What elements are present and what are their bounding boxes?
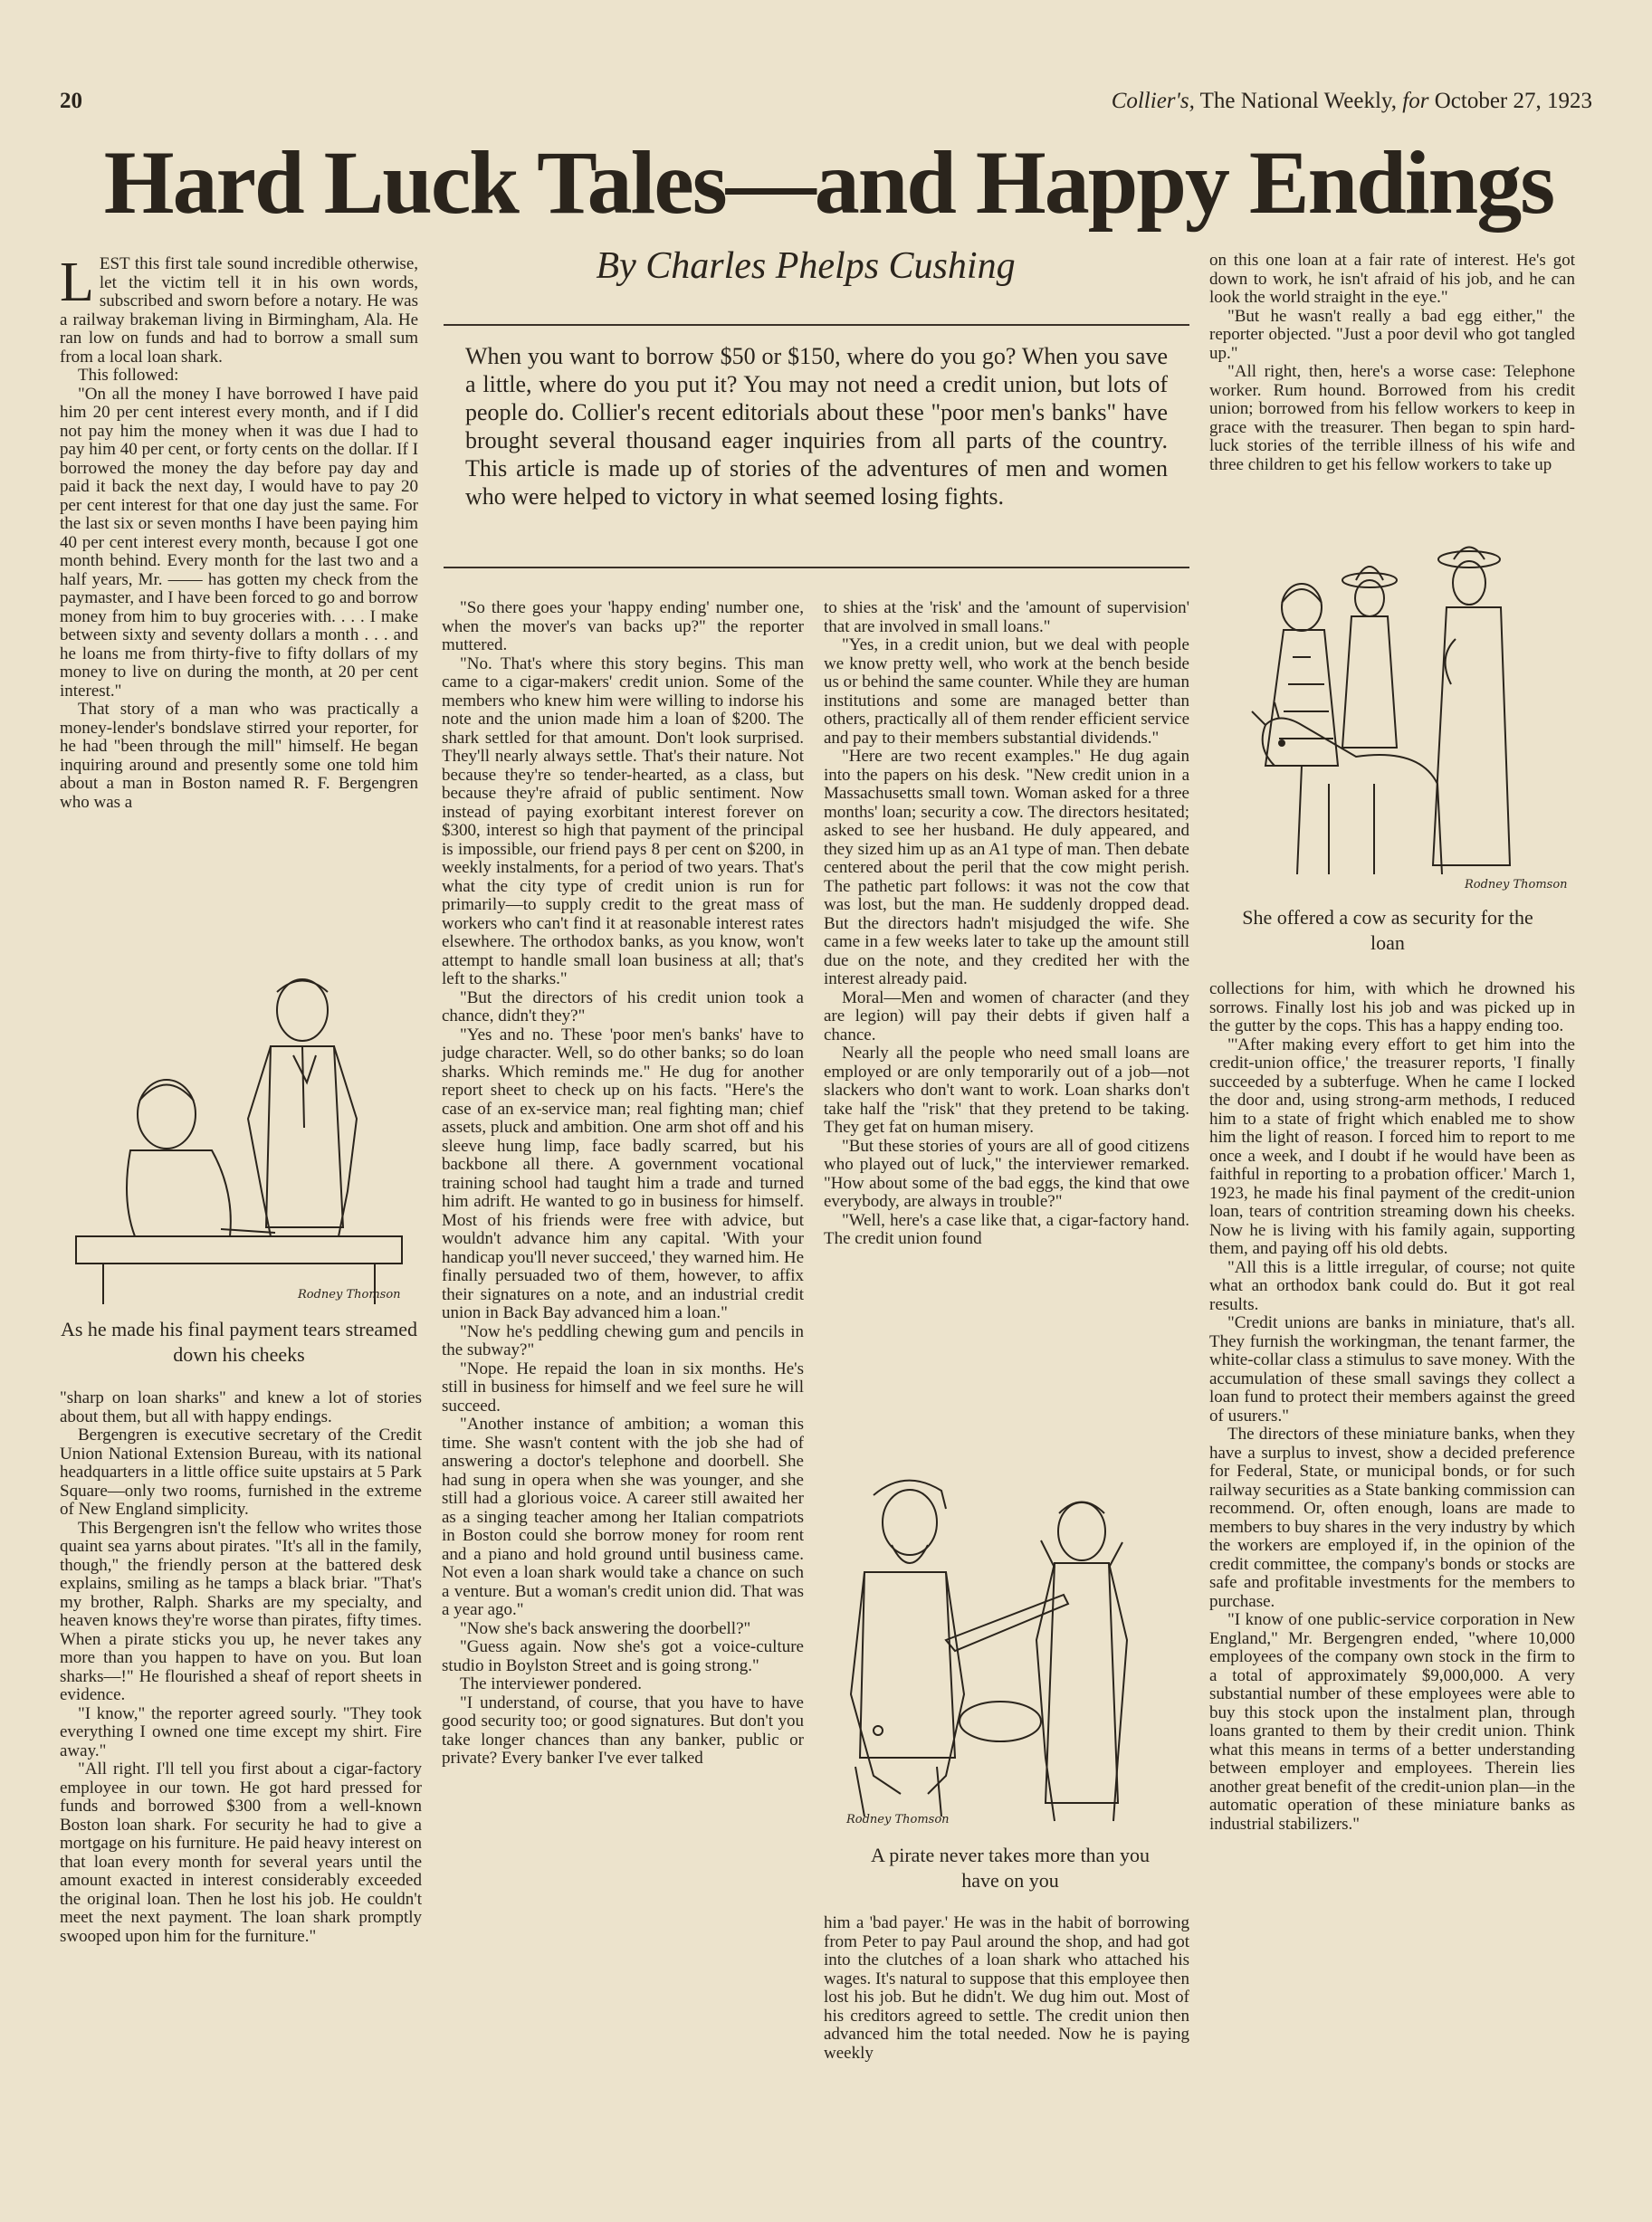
paragraph <box>442 1323 804 1360</box>
column-4-bottom <box>1209 980 1575 2186</box>
column-4-top <box>1209 252 1575 523</box>
paragraph <box>60 1705 422 1761</box>
artist-signature-cow: Rodney Thomson <box>1465 878 1568 892</box>
tears-drawing <box>67 965 411 1307</box>
paragraph <box>60 367 418 386</box>
paragraph <box>442 1694 804 1769</box>
paragraph-text: The interviewer pondered. <box>460 1674 642 1693</box>
paragraph <box>442 1360 804 1416</box>
paragraph <box>1209 252 1575 308</box>
paragraph <box>1209 1426 1575 1611</box>
paragraph <box>60 1520 422 1705</box>
paragraph <box>824 748 1189 989</box>
column-2 <box>442 599 804 2187</box>
paragraph-text: "Guess again. Now she's got a voice-culture studio in Boylston Street and is going strong." <box>442 1637 804 1675</box>
caption-tears: As he made his final payment tears streamed down his cheeks <box>60 1318 418 1366</box>
illustration-tears <box>67 965 411 1307</box>
paragraph <box>442 1620 804 1639</box>
paragraph-text: "I understand, of course, that you have to have good security too; or good signatures. But don't you take longer chances than any banker, public or private? Every banker I've ever talked <box>442 1693 804 1768</box>
paragraph <box>824 636 1189 748</box>
running-head <box>1112 89 1592 114</box>
paragraph <box>60 386 418 701</box>
paragraph-text: "But he wasn't really a bad egg either," the reporter objected. "Just a poor devil who got tangled up." <box>1209 306 1575 363</box>
paragraph-text: "Yes and no. These 'poor men's banks' have to judge character. Well, so do other banks; so do loan sharks. Which reminds me." He dug for another report sheet to check up on his facts. "Here's the case of an ex-service man; real fighting man; chief assets, pluck and ambition. One arm shot off and his sleeve hung limp, face badly scarred, but his backbone all there. A government vocational training school had taught him a trade and turned him adrift. He wanted to go in business for himself. Most of his friends were free with advice, but wouldn't advance him any capital. 'With your handicap you'll never succeed,' they warned him. He finally persuaded two of them, however, to affix their signatures on a note, and an industrial credit union in Back Bay advanced him a loan." <box>442 1025 804 1322</box>
drop-cap: L <box>60 252 94 313</box>
paragraph-text: "Now he's peddling chewing gum and pencils in the subway?" <box>442 1321 804 1359</box>
paragraph-text: "I know," the reporter agreed sourly. "They took everything I owned one time except my shirt. Fire away." <box>60 1703 422 1760</box>
paragraph <box>60 1389 422 1426</box>
paragraph-text: him a 'bad payer.' He was in the habit of borrowing from Peter to pay Paul around the shop, and had got into the clutches of a loan shark who attached his wages. It's natural to suppose that this employee then lost his job. But he didn't. We dug him out. Most of his creditors agreed to settle. The credit union then advanced him the total needed. Now he is paying weekly <box>824 1913 1189 2063</box>
paragraph-text: "All this is a little irregular, of course; not quite what an orthodox bank could do. But it got real results. <box>1209 1257 1575 1314</box>
paragraph <box>824 1044 1189 1138</box>
paragraph-text: The directors of these miniature banks, when they have a surplus to invest, show a decided preference for Federal, State, or municipal bonds, or for such railway securities as a State banking commission can recommend. Or, often enough, loans are made to members to buy shares in the very industry by which the workers are employed if, in the opinion of the credit committee, the company's bonds or stocks are safe and profitable investments for the members to purchase. <box>1209 1425 1575 1611</box>
paragraph <box>824 599 1189 636</box>
paragraph <box>442 989 804 1026</box>
paragraph <box>60 252 418 367</box>
paragraph-text: "Here are two recent examples." He dug again into the papers on his desk. "New credit union in a Massachusetts small town. Woman asked for a three months' loan; security a cow. The directors hesitated; asked to see her husband. He duly appeared, and they sized him up as an A1 type of man. Then debate centered about the peril that the cow might perish. The pathetic part follows: it was not the cow that was lost, but the man. He suddenly dropped dead. But the directors hadn't misjudged the wife. She came in a few weeks later to take up the amount still due on the note, and they credited her with the interest already paid. <box>824 747 1189 988</box>
paragraph-text: "Credit unions are banks in miniature, that's all. They furnish the workingman, the tenant farmer, the white-collar class a stimulus to save money. With the accumulation of these small savings they collect a loan fund to protect their members against the greed of usurers." <box>1209 1313 1575 1426</box>
magazine-name: Collier's, <box>1111 89 1195 113</box>
paragraph-text: Moral—Men and women of character (and they are legion) will pay their debts if given half a chance. <box>824 987 1189 1044</box>
paragraph <box>1209 1259 1575 1315</box>
page-header <box>60 89 1592 119</box>
paragraph <box>442 1675 804 1694</box>
paragraph-text: "Yes, in a credit union, but we deal with people we know pretty well, who work at the bench beside us or behind the same counter. While they are human institutions and some are managed better than others, practically all of them render efficient service and pay to their members substantial dividends." <box>824 635 1189 748</box>
paragraph <box>442 1638 804 1675</box>
pirate-drawing <box>837 1459 1177 1830</box>
illustration-pirate <box>837 1459 1177 1830</box>
paragraph <box>442 599 804 655</box>
paragraph-text: That story of a man who was practically a money-lender's bondslave stirred your reporter, for he had "been through the mill" himself. He began inquiring around and presently some one told him about a man in Boston named R. F. Bergengren who was a <box>60 700 418 812</box>
paragraph <box>1209 1314 1575 1426</box>
paragraph-text: "On all the money I have borrowed I have paid him 20 per cent interest every month, and if I did not pay him the money when it was due I had to pay him 40 per cent, or forty cents on the dollar. If I borrowed the money the day before pay day and paid it back the next day, I would have to pay 20 per cent interest for that one day just the same. For the last six or seven months I have been paying him 40 per cent interest every month, because I got one month behind. Every month for the last two and a half years, Mr. —— has gotten my check from the paymaster, and I have been forced to go and borrow money from him to buy groceries with. . . . I make between sixty and seventy dollars a month . . . and he loans me from thirty-five to fifty dollars of my money to live on during the month, at 20 per cent interest." <box>60 384 418 701</box>
artist-signature-pirate: Rodney Thomson <box>846 1813 950 1826</box>
paragraph <box>824 989 1189 1045</box>
paragraph-text: "sharp on loan sharks" and knew a lot of stories about them, but all with happy endings. <box>60 1388 422 1426</box>
caption-cow: She offered a cow as security for the loan <box>1242 906 1533 954</box>
artist-signature-tears: Rodney Thomson <box>298 1288 401 1302</box>
paragraph-text: Bergengren is executive secretary of the Credit Union National Extension Bureau, with its national headquarters in a little office suite upstairs at 5 Park Square—only two rooms, furnished in the extreme of New England simplicity. <box>60 1426 422 1519</box>
magazine-subtitle: The National Weekly, <box>1194 89 1403 113</box>
paragraph-text: "All right, then, here's a worse case: Telephone worker. Rum hound. Borrowed from his credit union; borrowed from his fellow workers to keep in grace with the treasurer. Then began to spin hard-luck stories of the terrible illness of his wife and three children to get his fellow workers to take up <box>1209 362 1575 474</box>
paragraph <box>442 1416 804 1620</box>
paragraph-text: "So there goes your 'happy ending' number one, when the mover's van backs up?" the reporter muttered. <box>442 598 804 654</box>
column-3-bottom <box>824 1914 1189 2186</box>
intro-blurb: When you want to borrow $50 or $150, where do you go? When you save a little, where do you put it? You may not need a credit union, but lots of people do. Collier's recent editorials about these "poor men's banks" have brought several thousand eager inquiries from all parts of the country. This article is made up of stories of the adventures of men and women who were helped to victory in what seemed losing fights. <box>444 324 1189 568</box>
paragraph-text: "I know of one public-service corporation in New England," Mr. Bergengren ended, "where 10,000 employees of the company own stock in the firm to a total of approximately $9,000,000. A very substantial number of these employees were able to buy this stock upon the instalment plan, through loans granted to them by their credit union. Think what this means in terms of a better understanding between employer and employees. Therein lies another great benefit of the credit-union plan—in the automatic operation of these miniature banks as industrial stabilizers." <box>1209 1610 1575 1834</box>
paragraph-text: Nearly all the people who need small loans are employed or are only temporarily out of a job—not slackers who don't want to work. Loan sharks don't take half the "risk" that they pretend to be taking. They get fat on human misery. <box>824 1044 1189 1137</box>
issue-date: October 27, 1923 <box>1428 89 1592 113</box>
caption-pirate: A pirate never takes more than you have on you <box>871 1844 1150 1892</box>
paragraph <box>1209 980 1575 1036</box>
paragraph <box>60 1426 422 1520</box>
paragraph <box>1209 1036 1575 1259</box>
cow-drawing <box>1238 539 1568 897</box>
paragraph-text: "Now she's back answering the doorbell?" <box>460 1618 751 1638</box>
headline: Hard Luck Tales—and Happy Endings <box>103 132 1554 233</box>
paragraph <box>824 1138 1189 1212</box>
for-word: for <box>1402 89 1429 113</box>
paragraph <box>60 701 418 812</box>
column-1-bottom <box>60 1389 422 2186</box>
illustration-cow <box>1238 539 1568 897</box>
paragraph <box>442 655 804 989</box>
paragraph-text: on this one loan at a fair rate of interest. He's got down to work, he isn't afraid of his job, and he can look the world straight in the eye." <box>1209 251 1575 307</box>
paragraph-text: EST this first tale sound incredible otherwise, let the victim tell it in his own words, subscribed and sworn before a notary. He was a railway brakeman living in Birmingham, Ala. He ran low on funds and had to borrow a small sum from a local loan shark. <box>60 254 418 367</box>
byline: By Charles Phelps Cushing <box>596 245 1016 287</box>
column-3-top <box>824 599 1189 1445</box>
paragraph-text: "No. That's where this story begins. This man came to a cigar-makers' credit union. Some of the members who knew him were willing to indorse his note and the union made him a loan of $200. The shark settled for that amount. Don't look surprised. They'll nearly always settle. That's their nature. Not because they're so tender-hearted, as a class, but because they're afraid of public sentiment. Now instead of paying exorbitant interest forever on $300, interest so high that payment of the principal is impossible, our friend pays 8 per cent on $200, in weekly instalments, for a period of two years. That's what the city type of credit union is run for primarily—to supply credit to the great mass of workers who can't find it at reasonable interest rates elsewhere. The orthodox banks, as you know, won't attempt to handle small loan business at all; that's left to the sharks." <box>442 653 804 988</box>
page-number: 20 <box>60 89 82 113</box>
paragraph <box>60 1760 422 1946</box>
paragraph <box>442 1026 804 1323</box>
paragraph-text: to shies at the 'risk' and the 'amount of supervision' that are involved in small loans." <box>824 598 1189 636</box>
paragraph-text: "Another instance of ambition; a woman this time. She wasn't content with the job she had of answering a doctor's telephone and doorbell. She had sung in opera when she was younger, and she still had a glorious voice. A career still awaited her as a singing teacher among her Italian compatriots in Boston could she borrow money for room rent and a piano and hold ground until business came. Not even a loan shark would take a chance on such a venture. But a woman's credit union did. That was a year ago." <box>442 1415 804 1619</box>
paragraph <box>824 1212 1189 1249</box>
paragraph-text: "Well, here's a case like that, a cigar-factory hand. The credit union found <box>824 1210 1189 1248</box>
paragraph-text: "Nope. He repaid the loan in six months. He's still in business for himself and we feel sure he will succeed. <box>442 1359 804 1416</box>
paragraph-text: This followed: <box>78 366 179 385</box>
paragraph-text: "'After making every effort to get him into the credit-union office,' the treasurer reports, 'I finally succeeded by a subterfuge. When he came I locked the door and, using strong-arm methods, I reduced him to a state of fright which enabled me to show him the light of reason. I forced him to report to me once a week, and I doubt if he would have been as faithful in reporting to a probation officer.' March 1, 1923, he made his final payment of the credit-union loan, tears of contrition streaming down his cheeks. Now he is living with his family again, supporting them, and paying off his old debts. <box>1209 1035 1575 1258</box>
paragraph-text: "But the directors of his credit union took a chance, didn't they?" <box>442 987 804 1025</box>
paragraph-text: "But these stories of yours are all of good citizens who played out of luck," the interviewer remarked. "How about some of the bad eggs, the kind that owe everybody, are always in trouble?" <box>824 1136 1189 1211</box>
paragraph-text: This Bergengren isn't the fellow who writes those quaint sea yarns about pirates. "It's all in the family, though," the friendly person at the battered desk explains, smiling as he tamps a black briar. "That's my brother, Ralph. Sharks are my specialty, and heaven knows they're worse than pirates, fifty times. When a pirate sticks you up, he never takes any more than you happen to have on you. But loan sharks—!" He flourished a sheaf of report sheets in evidence. <box>60 1518 422 1704</box>
paragraph <box>1209 363 1575 474</box>
paragraph <box>1209 1611 1575 1834</box>
paragraph-text: collections for him, with which he drowned his sorrows. Finally lost his job and was picked up in the gutter by the cops. This has a happy ending too. <box>1209 979 1575 1035</box>
paragraph-text: "All right. I'll tell you first about a cigar-factory employee in our town. He got hard pressed for funds and borrowed $300 from a well-known Boston loan shark. For security he had to give a mortgage on his furniture. He paid heavy interest on that loan every month for several years until the amount exacted in interest considerably exceeded the original loan. Then he lost his job. He couldn't meet the next payment. The loan shark promptly swooped upon him for the furniture." <box>60 1759 422 1946</box>
paragraph <box>824 1914 1189 2063</box>
paragraph <box>1209 308 1575 364</box>
column-1-top <box>60 252 418 952</box>
